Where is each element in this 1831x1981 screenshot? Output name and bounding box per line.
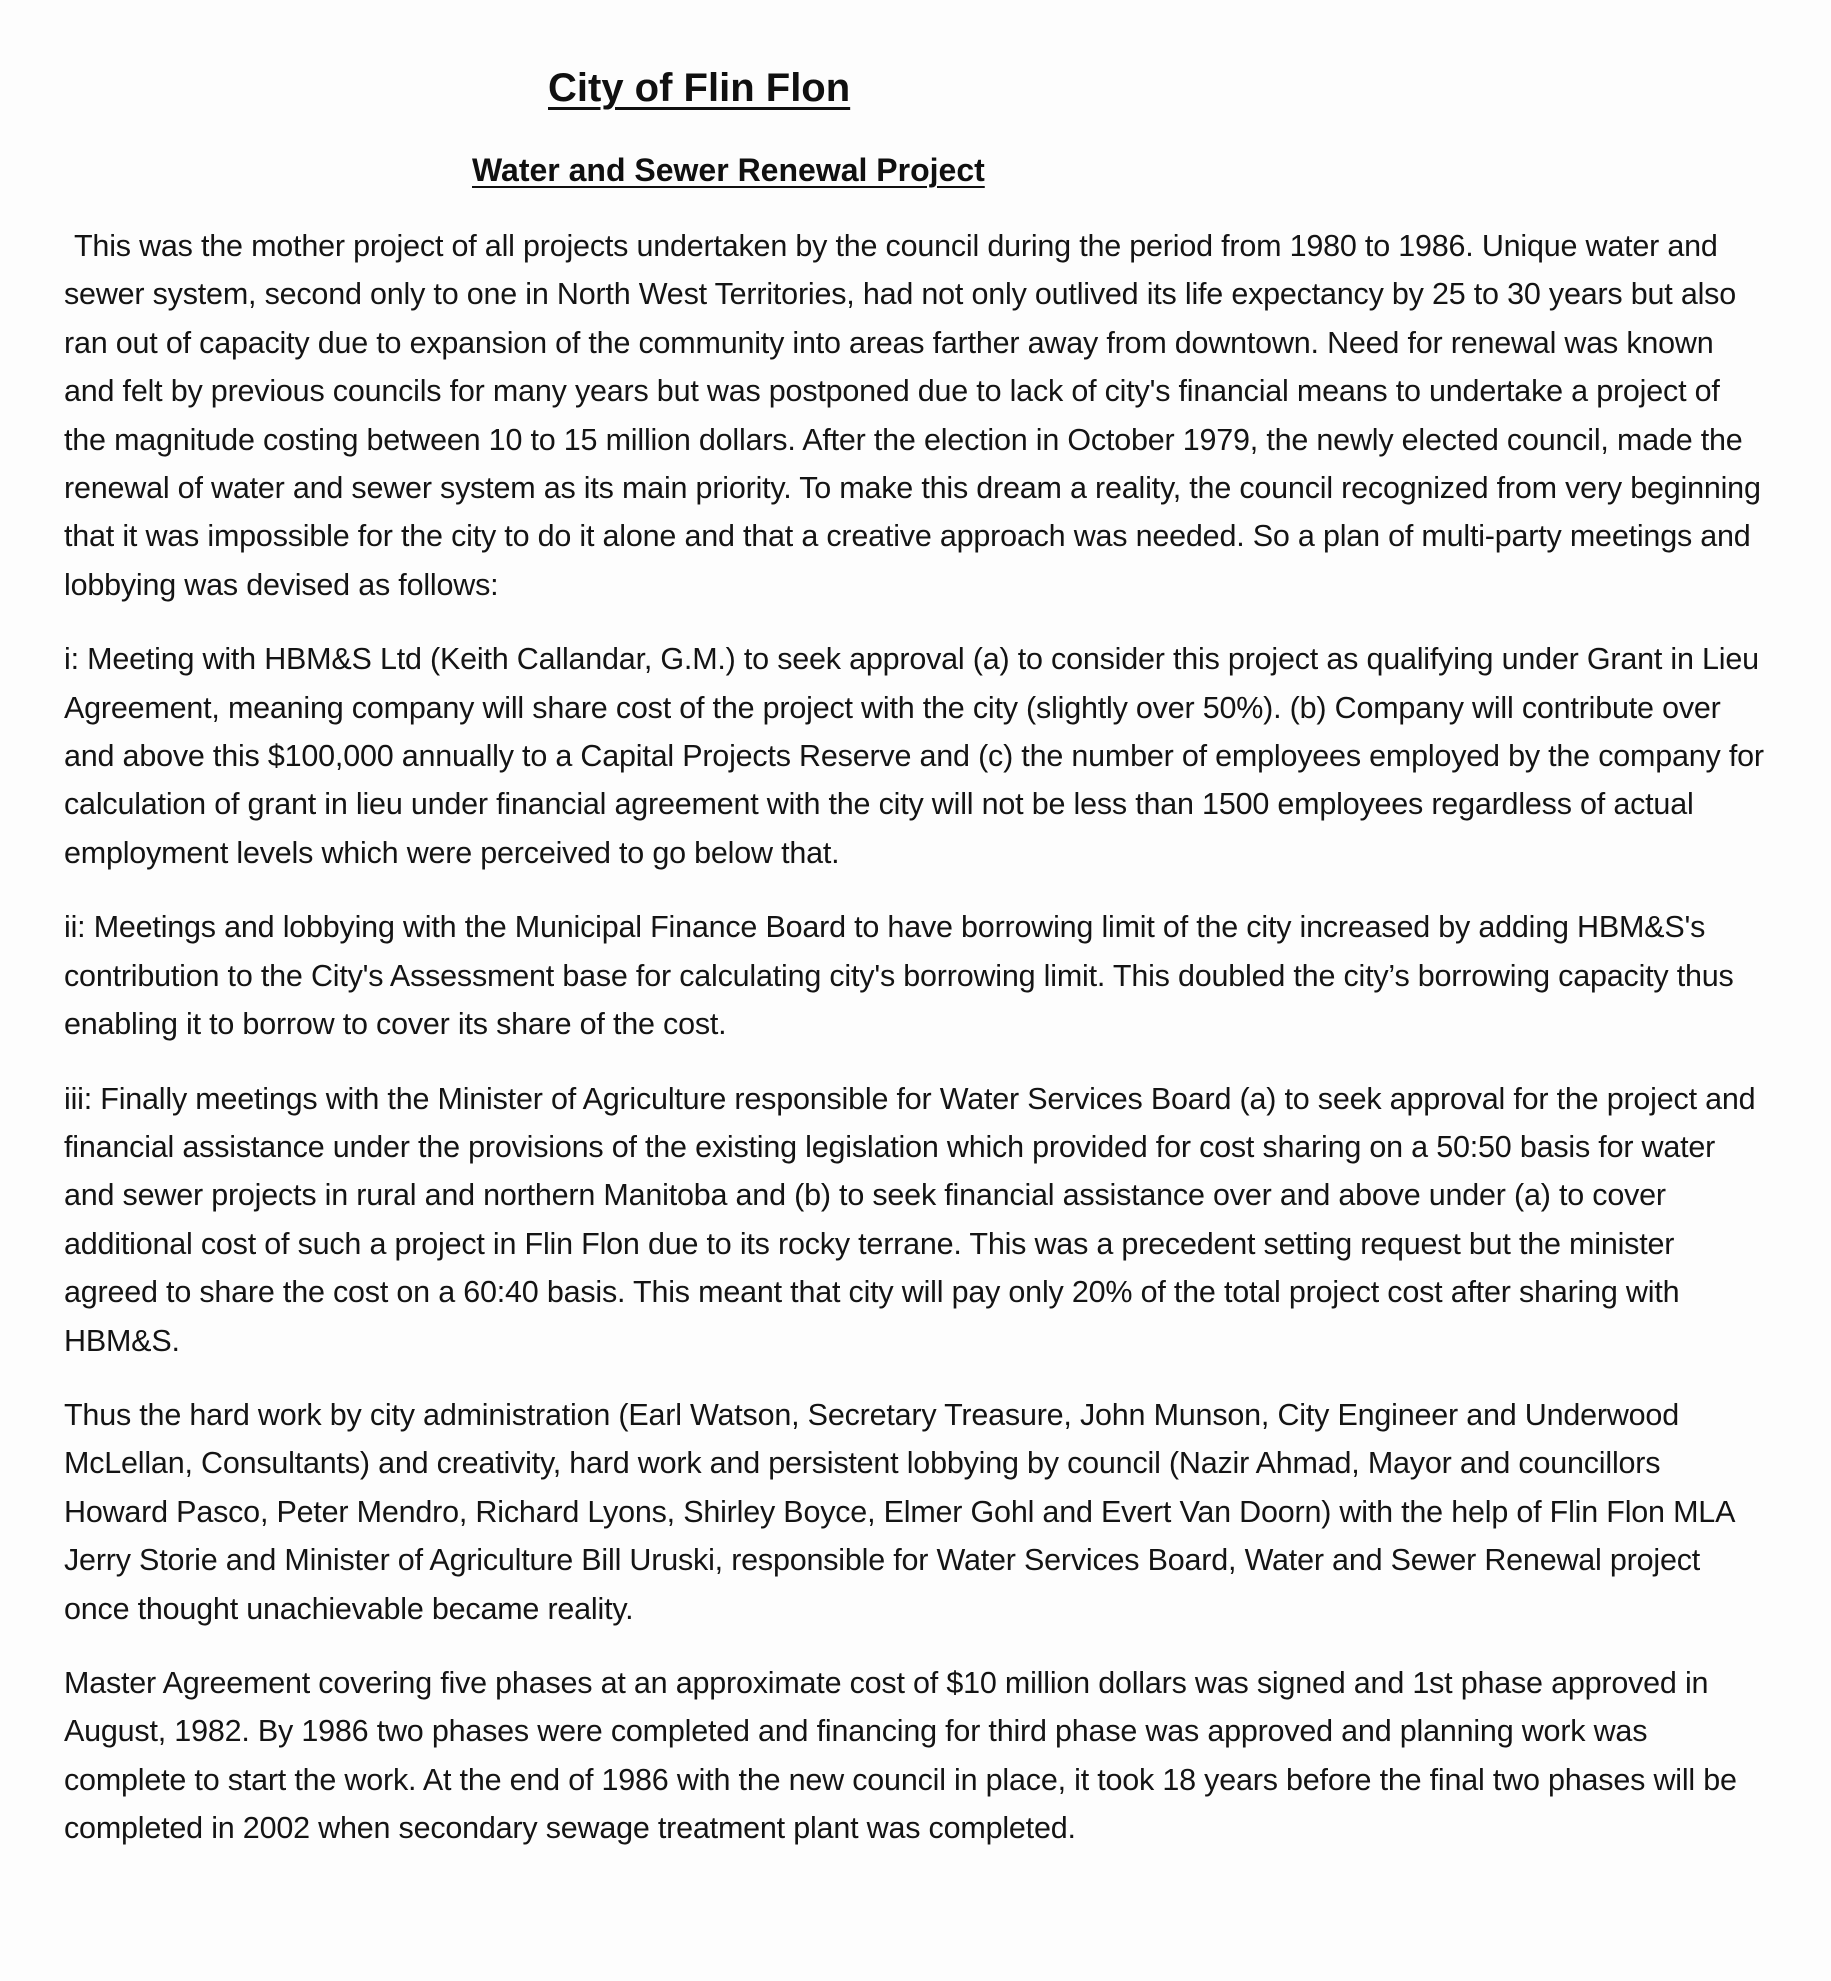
page-subtitle: Water and Sewer Renewal Project	[472, 152, 985, 188]
paragraph-acknowledgements: Thus the hard work by city administration (Earl Watson, Secretary Treasure, John Munson, City Engineer and Underwood McLellan, Consultants) and creativity, hard work and persistent lobbying by council (Nazir Ahmad, Mayor and councillors Howard Pasco, Peter Mendro, Richard Lyons, Shirley Boyce, Elmer Gohl and Evert Van Doorn) with the help of Flin Flon MLA Jerry Storie and Minister of Agriculture Bill Uruski, responsible for Water Services Board, Water and Sewer Renewal project once thought unachievable became reality.	[64, 1397, 1734, 1626]
paragraph-item-iii: iii: Finally meetings with the Minister of Agriculture responsible for Water Services Board (a) to seek approval for the project and financial assistance under the provisions of the existing legislation which provided for cost sharing on a 50:50 basis for water and sewer projects in rural and northern Manitoba and (b) to seek financial assistance over and above under (a) to cover additional cost of such a project in Flin Flon due to its rocky terrane. This was a precedent setting request but the minister agreed to share the cost on a 60:40 basis. This meant that city will pay only 20% of the total project cost after sharing with HBM&S.	[64, 1081, 1756, 1358]
paragraph-intro: This was the mother project of all projects undertaken by the council during the period from 1980 to 1986. Unique water and sewer system, second only to one in North West Territories, had not only outlived its life expectancy by 25 to 30 years but also ran out of capacity due to expansion of the community into areas farther away from downtown. Need for renewal was known and felt by previous councils for many years but was postponed due to lack of city's financial means to undertake a project of the magnitude costing between 10 to 15 million dollars. After the election in October 1979, the newly elected council, made the renewal of water and sewer system as its main priority. To make this dream a reality, the council recognized from very beginning that it was impossible for the city to do it alone and that a creative approach was needed. So a plan of multi-party meetings and lobbying was devised as follows:	[64, 229, 1761, 602]
paragraph-item-ii: ii: Meetings and lobbying with the Municipal Finance Board to have borrowing limit of the city increased by adding HBM&S's contribution to the City's Assessment base for calculating city's borrowing limit. This doubled the city’s borrowing capacity thus enabling it to borrow to cover its share of the cost.	[64, 910, 1734, 1042]
paragraph-master-agreement: Master Agreement covering five phases at an approximate cost of $10 million dollars was signed and 1st phase approved in August, 1982. By 1986 two phases were completed and financing for third phase was approved and planning work was complete to start the work. At the end of 1986 with the new council in place, it took 18 years before the final two phases will be completed in 2002 when secondary sewage treatment plant was completed.	[64, 1665, 1737, 1846]
page-title: City of Flin Flon	[548, 66, 851, 110]
paragraph-item-i: i: Meeting with HBM&S Ltd (Keith Callandar, G.M.) to seek approval (a) to consider this project as qualifying under Grant in Lieu Agreement, meaning company will share cost of the project with the city (slightly over 50%). (b) Company will contribute over and above this $100,000 annually to a Capital Projects Reserve and (c) the number of employees employed by the company for calculation of grant in lieu under financial agreement with the city will not be less than 1500 employees regardless of actual employment levels which were perceived to go below that.	[64, 642, 1764, 870]
document-body	[64, 222, 1764, 1853]
